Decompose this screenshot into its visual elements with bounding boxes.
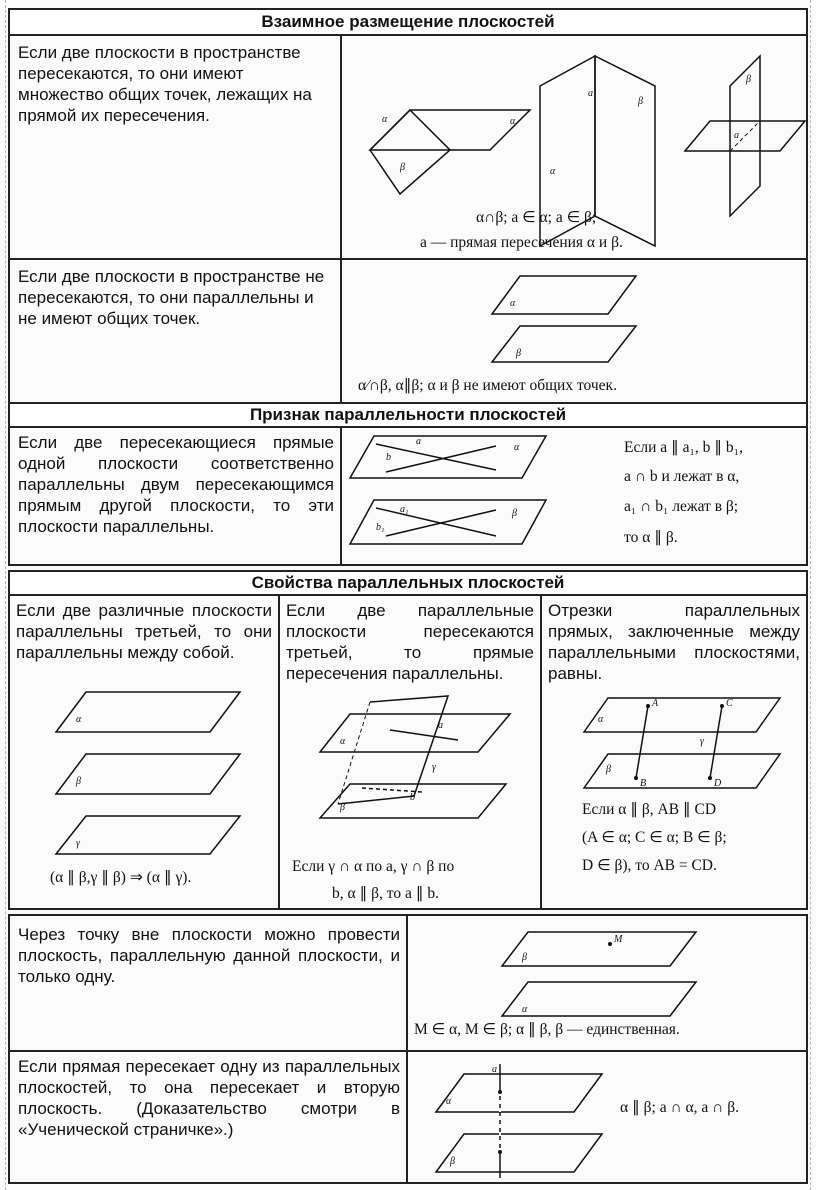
- property-3-text: Отрезки параллельных прямых, заключенные между параллельными плоскостями, равны.: [548, 601, 800, 683]
- criterion-figure: [346, 432, 566, 556]
- label-b: b: [386, 452, 391, 463]
- label-beta: β: [512, 508, 517, 519]
- label-gamma: γ: [432, 762, 436, 773]
- intersection-line-formula: a — прямая пересечения α и β.: [420, 234, 623, 251]
- section-title: Свойства параллельных плоскостей: [10, 572, 806, 596]
- label-alpha: α: [510, 298, 516, 309]
- criterion-formula-4: то α ∥ β.: [624, 529, 678, 546]
- label-B: B: [640, 778, 647, 789]
- section-title: Взаимное размещение плоскостей: [10, 10, 806, 36]
- label-M: M: [614, 934, 623, 945]
- label-a1: a₁: [400, 504, 409, 515]
- label-D: D: [714, 778, 722, 789]
- label-a: a: [492, 1064, 497, 1075]
- label-alpha: α: [340, 736, 346, 747]
- property-1-formula: (α ∥ β,γ ∥ β) ⇒ (α ∥ γ).: [50, 869, 192, 886]
- property-3-formula-1: Если α ∥ β, AB ∥ CD: [582, 801, 717, 818]
- planes-cut-by-third-figure: [310, 700, 510, 850]
- line-crossing-formula: α ∥ β; a ∩ α, a ∩ β.: [620, 1099, 739, 1116]
- property-2-formula-2: b, α ∥ β, то a ∥ b.: [332, 885, 439, 902]
- label-a: a: [588, 88, 593, 99]
- label-beta: β: [340, 802, 345, 813]
- label-alpha: α: [446, 1096, 452, 1107]
- label-beta: β: [746, 74, 751, 85]
- property-2-text: Если две параллельные плоскости пересекаются третьей, то прямые пересечения параллельны.: [286, 601, 534, 683]
- label-alpha: α: [550, 166, 556, 177]
- label-gamma: γ: [700, 736, 704, 747]
- point-outside-plane-figure: [490, 924, 710, 1024]
- label-alpha: α: [514, 442, 520, 453]
- label-beta: β: [76, 776, 81, 787]
- section-title: Признак параллельности плоскостей: [10, 404, 806, 428]
- property-3-formula-2: (A ∈ α; C ∈ α; B ∈ β;: [582, 829, 727, 846]
- label-beta: β: [400, 162, 405, 173]
- section-unique-parallel-plane: [8, 914, 808, 1184]
- intersecting-planes-figure: [350, 46, 810, 216]
- label-beta: β: [450, 1156, 455, 1167]
- label-alpha: α: [76, 714, 82, 725]
- label-beta: β: [522, 952, 527, 963]
- unique-plane-formula: M ∈ α, M ∈ β; α ∥ β, β — единственная.: [414, 1021, 680, 1038]
- label-A: A: [652, 698, 659, 709]
- label-alpha: α: [382, 114, 388, 125]
- section-parallel-criterion: [8, 402, 808, 566]
- criterion-formula-3: a₁ ∩ b₁ лежат в β;: [624, 498, 739, 515]
- label-beta: β: [638, 96, 643, 107]
- criterion-formula-2: a ∩ b и лежат в α,: [624, 468, 740, 485]
- three-parallel-planes-figure: [50, 682, 250, 872]
- property-3-formula-3: D ∈ β), то AB = CD.: [582, 857, 717, 874]
- criterion-formula-1: Если a ∥ a₁, b ∥ b₁,: [624, 439, 743, 456]
- label-beta: β: [516, 348, 521, 359]
- label-alpha: α: [598, 714, 604, 725]
- label-a: a: [438, 720, 443, 731]
- property-2-formula-1: Если γ ∩ α по a, γ ∩ β по: [292, 858, 455, 875]
- criterion-text: Если две пересекающиеся прямые одной плоскости соответственно параллельны двум пересекающимся прямым другой плоскости, то эти плоскости параллельны.: [18, 433, 334, 536]
- label-b: b: [410, 792, 415, 803]
- line-through-parallel-planes-figure: [430, 1060, 610, 1180]
- parallel-segments-figure: [580, 692, 790, 792]
- label-a: a: [734, 130, 739, 141]
- parallel-planes-text: Если две плоскости в пространстве не пересекаются, то они параллельны и не имеют общих точек.: [18, 267, 325, 328]
- unique-plane-text: Через точку вне плоскости можно провести плоскость, параллельную данной плоскости, и только одну.: [18, 925, 400, 986]
- label-beta: β: [606, 764, 611, 775]
- section-planes-arrangement: [8, 8, 808, 426]
- label-alpha: α: [522, 1004, 528, 1015]
- label-alpha: α: [510, 116, 516, 127]
- label-b1: b₁: [376, 522, 385, 533]
- property-1-text: Если две различные плоскости параллельны третьей, то они параллельны между собой.: [16, 601, 272, 662]
- parallel-planes-figure: [480, 272, 680, 392]
- section-parallel-properties: [8, 570, 808, 910]
- label-a: a: [416, 436, 421, 447]
- parallel-formula: α∕∩β, α∥β; α и β не имеют общих точек.: [358, 377, 617, 394]
- intersecting-planes-text: Если две плоскости в пространстве пересекаются, то они имеют множество общих точек, лежащих на прямой их пересечения.: [18, 43, 312, 125]
- label-gamma: γ: [76, 838, 80, 849]
- intersection-formula: α∩β; a ∈ α; a ∈ β;: [476, 209, 597, 226]
- label-C: C: [726, 698, 733, 709]
- line-crossing-planes-text: Если прямая пересекает одну из параллельных плоскостей, то она пересекает и вторую плоскость. (Доказательство смотри в «Ученической страничке».): [18, 1057, 400, 1139]
